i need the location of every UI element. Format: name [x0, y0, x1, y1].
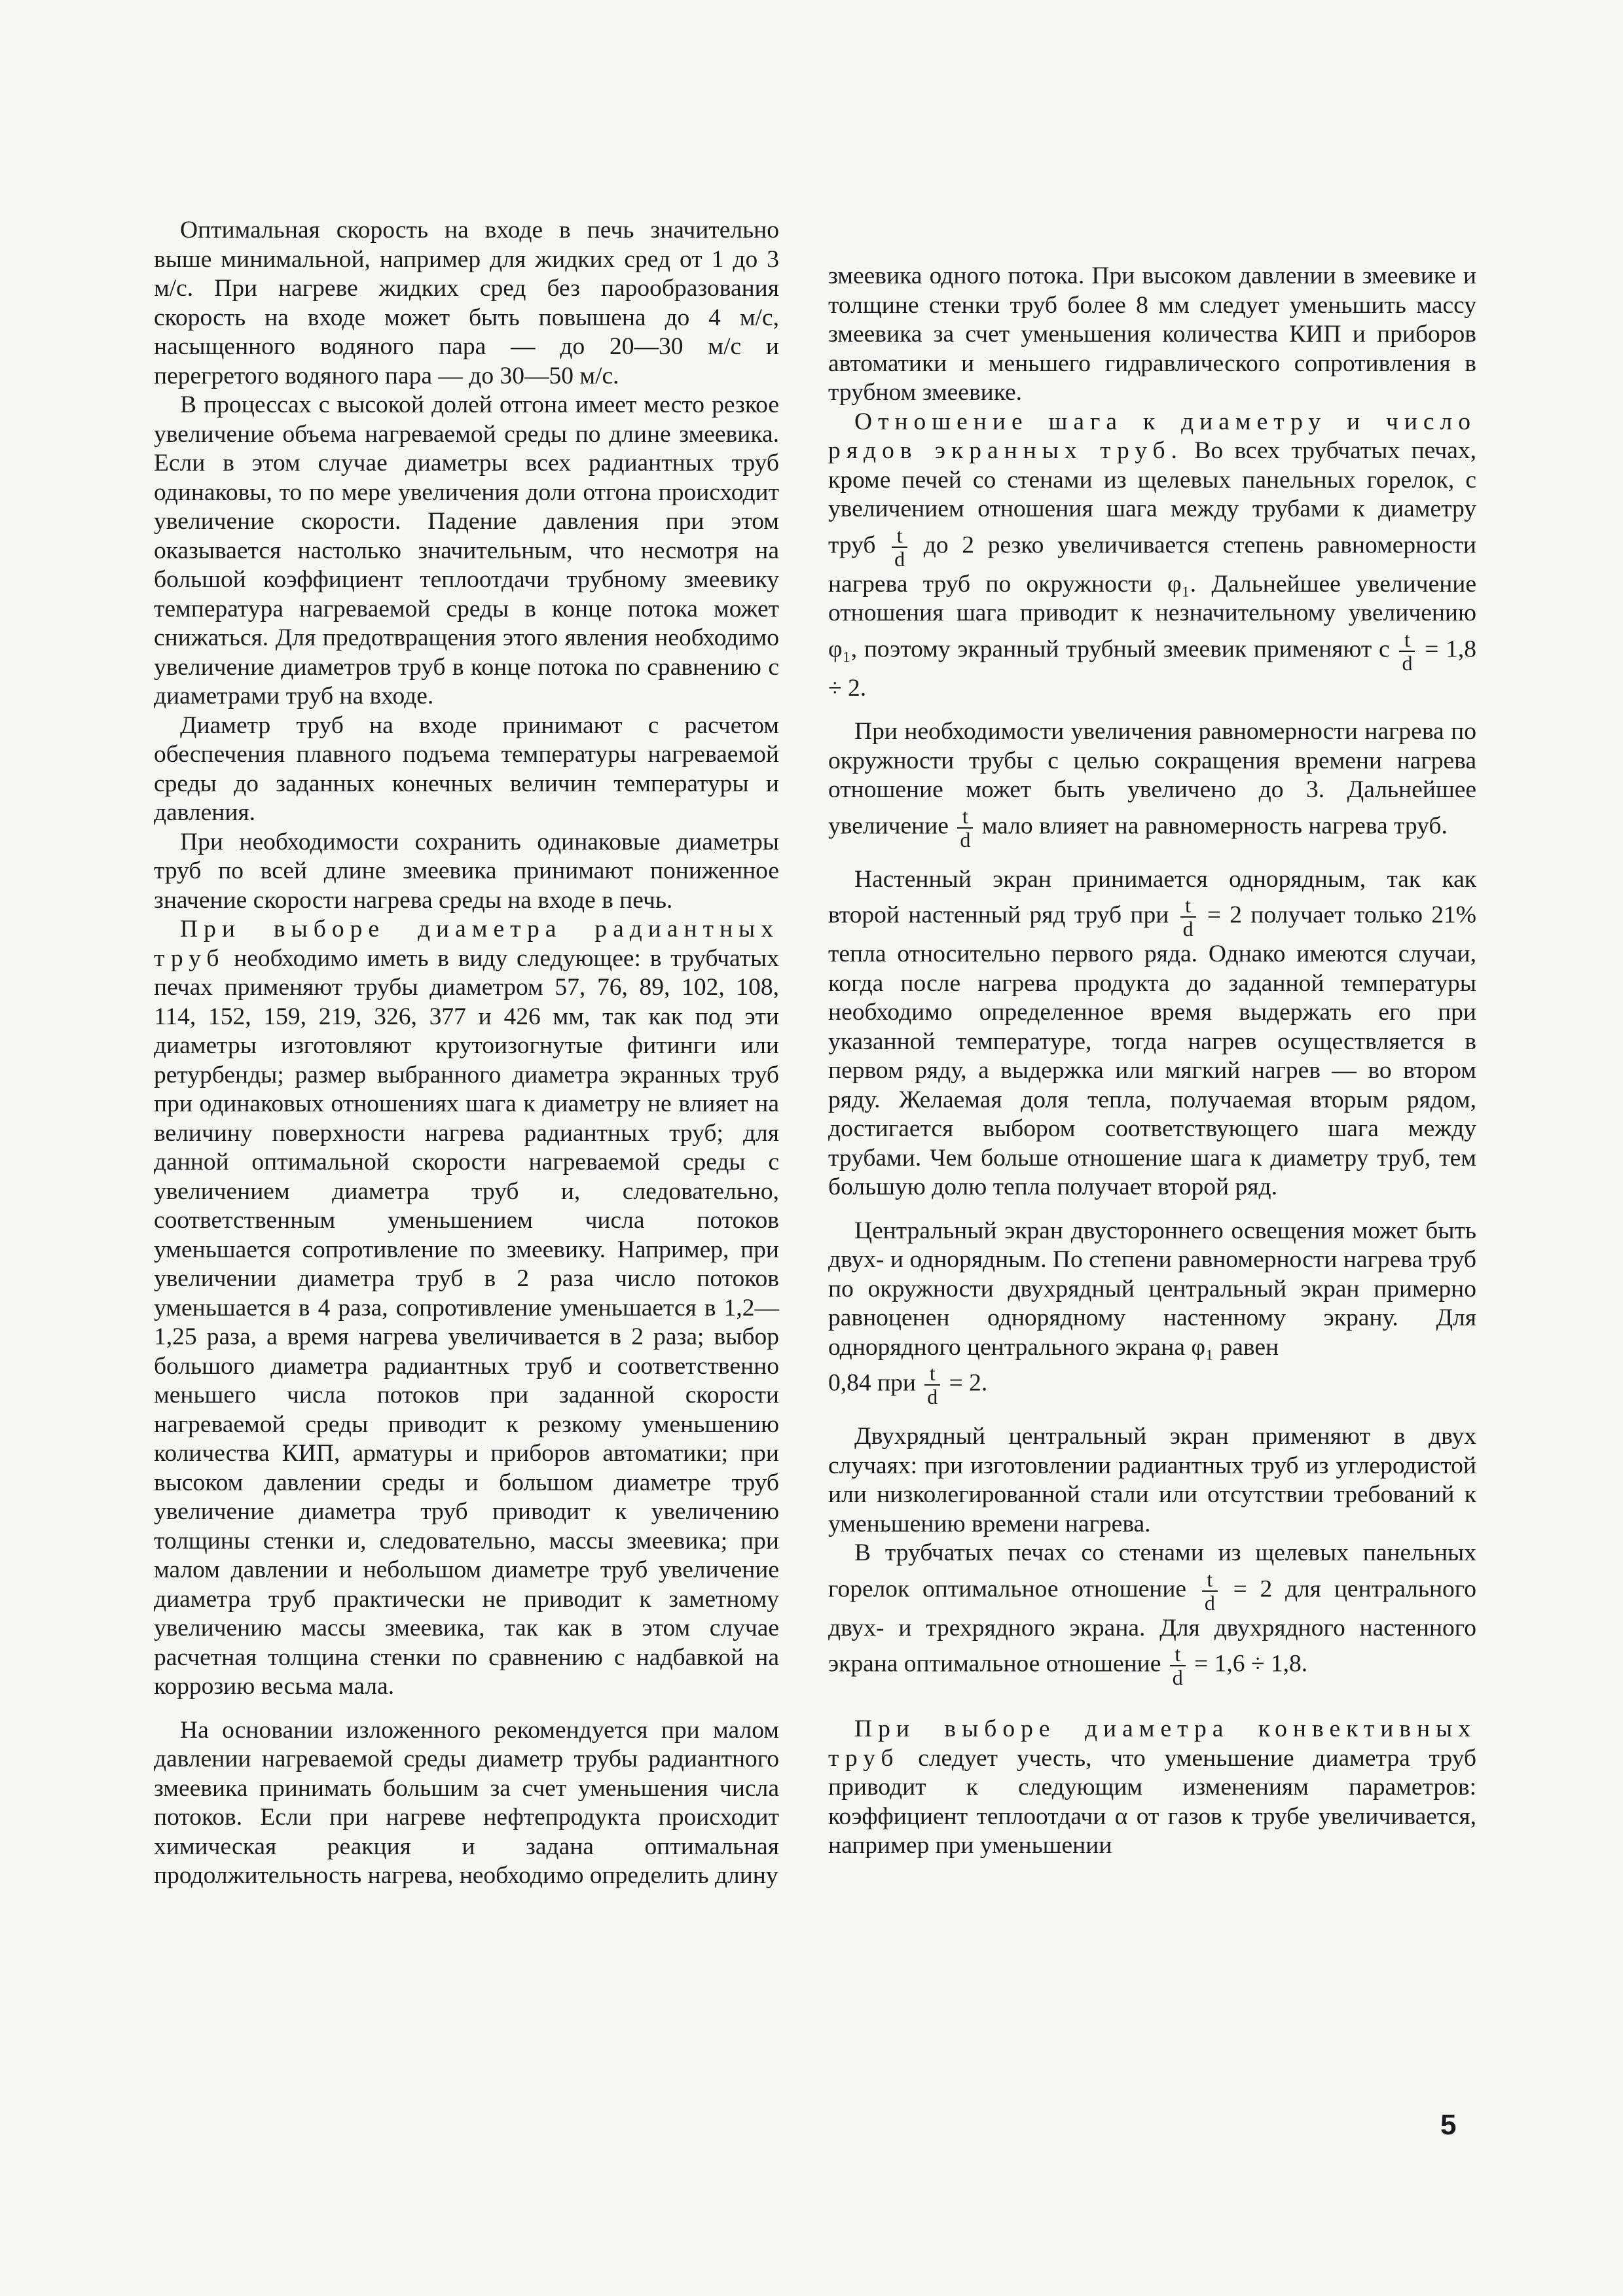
paragraph: Диаметр труб на входе принимают с расчетом обеспечения плавного подъема температуры нагреваемой среды до заданных конечных величин температуры и давления. — [154, 711, 779, 826]
paragraph: Отношение шага к диаметру и число рядов экранных труб. Во всех трубчатых печах, кроме печей со стенами из щелевых панельных горелок, с увеличением отношения шага между трубами к диаметру труб $\frac{t}{d}$ до 2 резко увеличивается степень равномерности нагрева труб по окружности φ₁. Дальнейшее увеличение отношения шага приводит к незначительному увеличению φ₁, поэтому экранный трубный змеевик применяют с $\frac{t}{d}$ = 1,8 ÷ 2. — [828, 408, 1476, 702]
fraction-t-over-d: $\frac{t}{d}$ — [1180, 894, 1196, 940]
fraction-t-over-d: $\frac{t}{d}$ — [924, 1362, 940, 1408]
paragraph: При необходимости сохранить одинаковые диаметры труб по всей длине змеевика принимают пониженное значение скорости нагрева среды на входе в печь. — [154, 828, 779, 914]
paragraph: При выборе диаметра радиантных труб необходимо иметь в виду следующее: в трубчатых печах применяют трубы диаметром 57, 76, 89, 102, 108, 114, 152, 159, 219, 326, 377 и 426 мм, так как под эти диаметры изготовляют крутоизогнутые фитинги или ретурбенды; размер выбранного диаметра экранных труб при одинаковых отношениях шага к диаметру не влияет на величину поверхности нагрева радиантных труб; для данной оптимальной скорости нагреваемой среды с увеличением диаметра труб и, следовательно, соответственным уменьшением числа потоков уменьшается сопротивление по змеевику. Например, при увеличении диаметра труб в 2 раза число потоков уменьшается в 4 раза, сопротивление уменьшается в 1,2—1,25 раза, а время нагрева увеличивается в 2 раза; выбор большого диаметра радиантных труб и соответственно меньшего числа потоков при заданной скорости нагреваемой среды приводит к резкому уменьшению количества КИП, арматуры и приборов автоматики; при высоком давлении среды и большом диаметре труб увеличение диаметра труб приводит к увеличению толщины стенки и, следовательно, массы змеевика; при малом давлении и небольшом диаметре труб увеличение диаметра труб практически не приводит к заметному увеличению массы змеевика, так как в этом случае расчетная толщина стенки по сравнению с надбавкой на коррозию весьма мала. — [154, 916, 779, 1700]
fraction-t-over-d: $\frac{t}{d}$ — [957, 805, 973, 851]
spaced-heading: При выборе диаметра конвективных труб — [828, 1715, 1476, 1772]
left-column — [154, 216, 779, 1891]
right-column — [828, 262, 1476, 1861]
paragraph: Оптимальная скорость на входе в печь значительно выше минимальной, например для жидких сред от 1 до 3 м/с. При нагреве жидких сред без парообразования скорость на входе может быть повышена до 4 м/с, насыщенного водяного пара — до 20—30 м/с и перегретого водяного пара — до 30—50 м/с. — [154, 217, 779, 389]
fraction-t-over-d: $\frac{t}{d}$ — [892, 524, 907, 570]
paragraph: В трубчатых печах со стенами из щелевых панельных горелок оптимальное отношение $\frac{t}{d}$ = 2 для центрального двух- и трехрядного экрана. Для двухрядного настенного экрана оптимальное отношение $\frac{t}{d}$ = 1,6 ÷ 1,8. — [828, 1539, 1477, 1689]
paragraph: змеевика одного потока. При высоком давлении в змеевике и толщине стенки труб более 8 мм следует уменьшить массу змеевика за счет уменьшения количества КИП и приборов автоматики и меньшего гидравлического сопротивления в трубном змеевике. — [828, 262, 1476, 406]
paragraph: Двухрядный центральный экран применяют в двух случаях: при изготовлении радиантных труб из углеродистой или низколегированной стали или отсутствии требований к уменьшению времени нагрева. — [828, 1423, 1476, 1537]
fraction-t-over-d: $\frac{t}{d}$ — [1170, 1643, 1186, 1689]
paragraph: Настенный экран принимается однорядным, так как второй настенный ряд труб при $\frac{t}{d}$ = 2 получает только 21% тепла относительно первого ряда. Однако имеются случаи, когда после нагрева продукта до заданной температуры необходимо определенное время выдержать его при указанной температуре, тогда нагрев осуществляется в первом ряду, а выдержка или мягкий нагрев — во втором ряду. Желаемая доля тепла, получаемая вторым рядом, достигается выбором соответствующего шага между трубами. Чем больше отношение шага к диаметру труб, тем большую долю тепла получает второй ряд. — [828, 865, 1476, 1200]
spaced-heading: Отношение шага к диаметру и число рядов экранных труб. — [828, 408, 1476, 464]
fraction-t-over-d: $\frac{t}{d}$ — [1202, 1568, 1218, 1614]
paragraph: В процессах с высокой долей отгона имеет место резкое увеличение объема нагреваемой среды по длине змеевика. Если в этом случае диаметры всех радиантных труб одинаковы, то по мере увеличения доли отгона происходит увеличение скорости. Падение давления при этом оказывается настолько значительным, что несмотря на большой коэффициент теплоотдачи трубному змеевику температура нагреваемой среды в конце потока может снижаться. Для предотвращения этого явления необходимо увеличение диаметров труб в конце потока по сравнению с диаметрами труб на входе. — [154, 391, 779, 709]
paragraph: Центральный экран двустороннего освещения может быть двух- и однорядным. По степени равномерности нагрева труб по окружности двухрядный центральный экран примерно равноценен однорядному настенному экрану. Для однорядного центрального экрана φ₁ равен — [828, 1217, 1476, 1361]
fraction-t-over-d: $\frac{t}{d}$ — [1399, 628, 1415, 674]
spaced-heading: При выборе диаметра радиантных труб — [154, 916, 779, 972]
page-number: 5 — [1440, 2109, 1457, 2141]
paragraph: При необходимости увеличения равномерности нагрева по окружности трубы с целью сокращения времени нагрева отношение может быть увеличено до 3. Дальнейшее увеличение $\frac{t}{d}$ мало влияет на равномерность нагрева труб. — [828, 718, 1476, 852]
paragraph: На основании изложенного рекомендуется при малом давлении нагреваемой среды диаметр трубы радиантного змеевика принимать большим за счет уменьшения числа потоков. Если при нагреве нефтепродукта происходит химическая реакция и задана оптимальная продолжительность нагрева, необходимо определить длину — [154, 1716, 779, 1889]
paragraph: 0,84 при $\frac{t}{d}$ = 2. — [828, 1361, 988, 1408]
paragraph: При выборе диаметра конвективных труб следует учесть, что уменьшение диаметра труб приводит к следующим изменениям параметров: коэффициент теплоотдачи α от газов к трубе увеличивается, например при уменьшении — [828, 1715, 1476, 1859]
